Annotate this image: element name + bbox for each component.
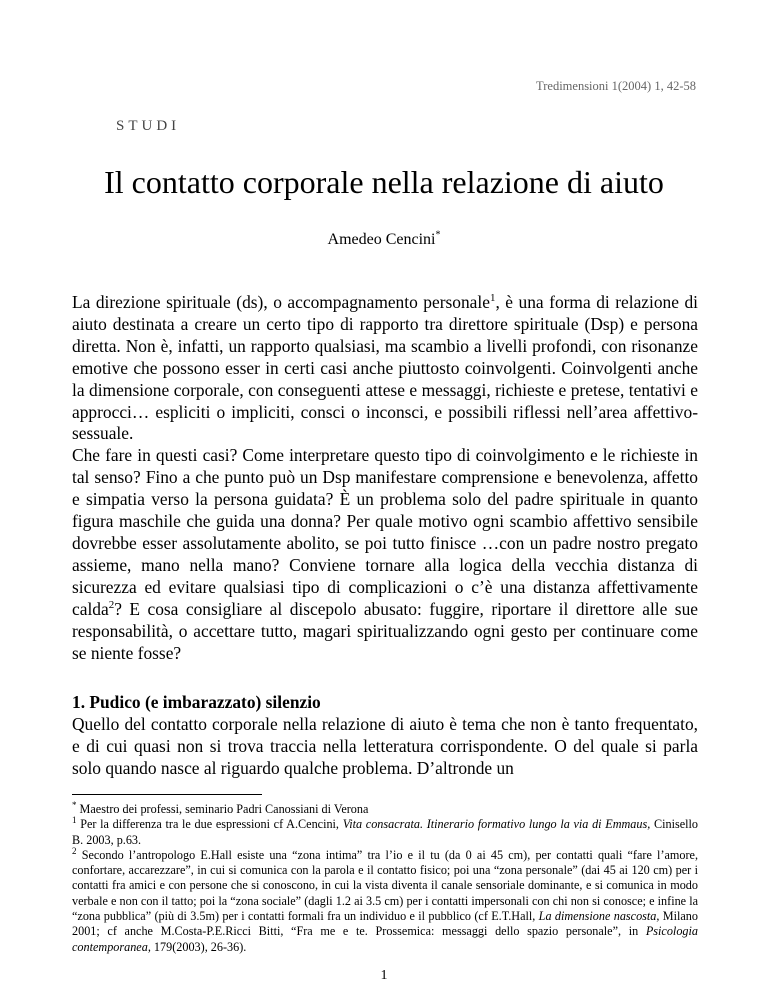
footnote-2	[72, 845, 698, 955]
running-head: Tredimensioni 1(2004) 1, 42-58	[536, 79, 696, 93]
paragraph-1-end: , è una forma di relazione di aiuto destinata a creare un certo tipo di rapporto tra direttore spirituale (Dsp) e persona diretta. Non è, infatti, un rapporto qualsiasi, ma scambio a livelli profondi, con risonanze emotive che possono esser in certi casi anche piuttosto coinvolgenti. Coinvolgenti anche la dimensione corporale, con conseguenti attese e messaggi, richieste e pretese, tentativi e approcci… espliciti o impliciti, consci o inconsci, e possibili riflessi nell’area affettivo-sessuale.	[72, 292, 698, 444]
footnotes	[72, 799, 699, 955]
footnote-1-text-a: Per la differenza tra le due espressioni cf A.Cencini,	[80, 817, 343, 832]
author-name: Amedeo Cencini	[327, 231, 436, 248]
footnote-ref-1: 1	[489, 292, 496, 305]
footnote-2-italic-1: La dimensione nascosta,	[538, 909, 660, 924]
paragraph-3: Quello del contatto corporale nella relazione di aiuto è tema che non è tanto frequentato, e di cui quasi non si trova traccia nella letteratura corrispondente. O del quale si parla solo quando nasce al riguardo qualche problema. D’altronde un	[72, 714, 698, 778]
footnote-divider	[72, 794, 262, 795]
article-title: Il contatto corporale nella relazione di aiuto	[104, 164, 664, 200]
footnote-1	[72, 817, 698, 848]
paragraph-1	[72, 292, 698, 445]
page-number: 1	[380, 968, 388, 983]
footnote-star-mark: *	[72, 799, 77, 810]
footnote-2-mark: 2	[72, 845, 77, 856]
footnote-1-text-b: Cinisello B. 2003, p.63.	[72, 817, 699, 847]
footnote-2-text-c: 179(2003), 26-36).	[150, 939, 247, 954]
section-heading: 1. Pudico (e imbarazzato) silenzio	[72, 692, 321, 712]
author-footnote-mark: *	[435, 229, 441, 241]
paragraph-2-end: ? E cosa consigliare al discepolo abusato: fuggire, riportare il direttore alle sue responsabilità, o accettare tutto, magari spiritualizzando ogni gesto per continuare come se niente fosse?	[72, 598, 698, 663]
footnote-star-text: Maestro dei professi, seminario Padri Canossiani di Verona	[79, 802, 369, 816]
footnote-star	[72, 799, 698, 817]
author-line	[0, 231, 768, 249]
paragraph-2	[72, 445, 698, 664]
intro-paragraphs	[72, 292, 698, 664]
section-label: STUDI	[116, 118, 181, 134]
footnote-2-text-b: Milano 2001; cf anche M.Costa-P.E.Ricci Bitti, “Fra me e te. Prossemica: messaggi dello spazio personale”, in	[72, 909, 698, 939]
footnote-2-italic-2: Psicologia contemporanea,	[72, 924, 698, 954]
footnote-1-mark: 1	[72, 815, 77, 826]
footnote-1-italic: Vita consacrata. Itinerario formativo lungo la via di Emmaus,	[342, 817, 651, 832]
footnote-ref-2: 2	[108, 598, 115, 611]
paragraph-2-start: Che fare in questi casi? Come interpretare questo tipo di coinvolgimento e le richieste in tal senso? Fino a che punto può un Dsp manifestare comprensione e benevolenza, affetto e simpatia verso la persona guidata? È un problema solo del padre spirituale in quanto figura maschile che guida una donna? Per quale motivo ogni scambio affettivo sensibile dovrebbe esser assolutamente abolito, se poi tutto finisce …con un padre nostro pregato assieme, mano nella mano? Conviene tornare alla logica della vecchia distanza di sicurezza ed evitare qualsiasi tipo di complicazioni o c’è una distanza affettivamente calda	[72, 445, 698, 619]
footnote-2-text-a: Secondo l’antropologo E.Hall esiste una “zona intima” tra l’io e il tu (da 0 ai 45 cm), per contatti quali “fare l’amore, confortare, accarezzare”, in cui si comunica con la parola e il contatto fisico; poi una “zona personale” (dai 45 ai 120 cm) per i contatti fra amici e con persone che si conoscono, in cui la vista diventa il canale sensoriale dominante, e si comunica in modo verbale e non con il tatto; poi la “zona sociale” (dagli 1.2 ai 3.5 cm) per i contatti impersonali con chi non si conosce; e infine la “zona pubblica” (più di 3.5m) per i contatti formali fra un individuo e il pubblico (cf E.T.Hall,	[72, 847, 698, 924]
paragraph-1-start: La direzione spirituale (ds), o accompagnamento personale	[72, 292, 490, 312]
